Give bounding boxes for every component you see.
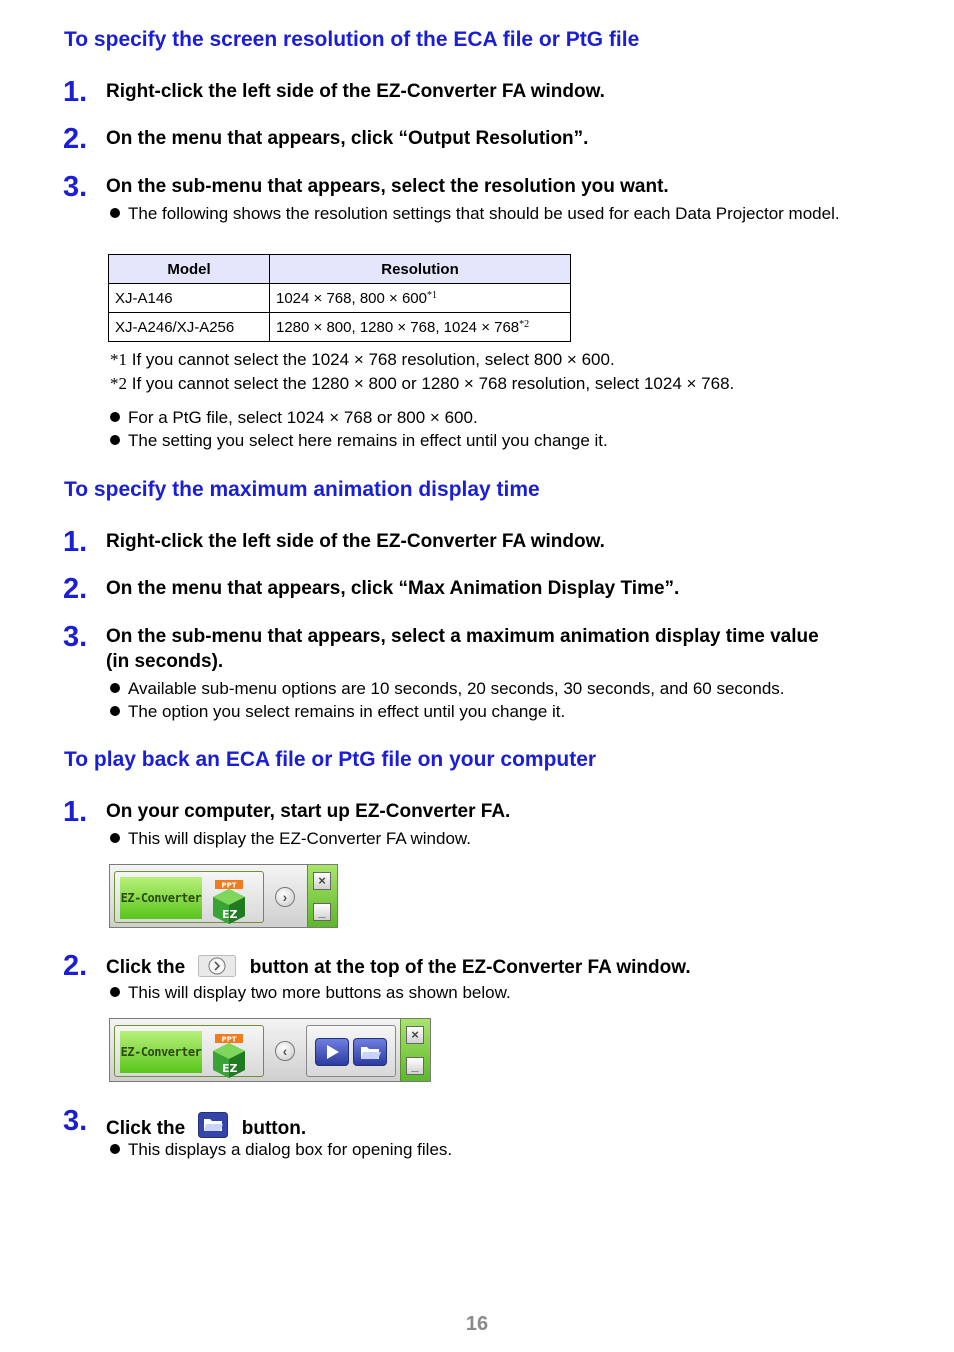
play-icon <box>316 1039 348 1065</box>
step-text: Click the button. <box>106 1112 306 1140</box>
step-text: On your computer, start up EZ-Converter FA. <box>106 801 511 822</box>
step-text: Right-click the left side of the EZ-Converter FA window. <box>106 531 605 552</box>
step-number: 3. <box>63 1105 88 1137</box>
svg-text:EZ: EZ <box>222 908 238 921</box>
bullet-dot <box>110 1144 120 1154</box>
step-text: On the menu that appears, click “Output Resolution”. <box>106 128 589 149</box>
bullet-dot <box>110 412 120 422</box>
page-number: 16 <box>465 1313 489 1335</box>
ez-converter-label: EZ-Converter <box>120 877 202 919</box>
minimize-icon[interactable]: _ <box>313 903 331 921</box>
close-icon[interactable]: × <box>313 872 331 890</box>
footnote: *2 If you cannot select the 1280 × 800 or 1280 × 768 resolution, select 1024 × 768. <box>110 374 735 393</box>
table-header-row <box>109 255 571 284</box>
step-number: 1. <box>63 796 88 828</box>
step-number: 2. <box>63 573 88 605</box>
chevron-right-icon[interactable]: › <box>275 887 295 907</box>
column-header-resolution: Resolution <box>270 255 571 284</box>
table-row <box>109 313 571 342</box>
step-number: 2. <box>63 123 88 155</box>
window-control-bar <box>400 1019 430 1081</box>
step-number: 1. <box>63 526 88 558</box>
svg-text:PPT: PPT <box>221 1035 237 1044</box>
bullet-item: This will display two more buttons as shown below. <box>110 983 870 1003</box>
step-number: 3. <box>63 621 88 653</box>
step-text: On the menu that appears, click “Max Animation Display Time”. <box>106 578 680 599</box>
bullet-item: This will display the EZ-Converter FA window. <box>110 829 870 849</box>
bullet-dot <box>110 435 120 445</box>
svg-text:PPT: PPT <box>221 881 237 890</box>
step-text: Right-click the left side of the EZ-Converter FA window. <box>106 81 605 102</box>
close-icon[interactable]: × <box>406 1026 424 1044</box>
bullet-dot <box>110 208 120 218</box>
ppt-ez-logo-icon <box>209 880 249 924</box>
section-heading-resolution: To specify the screen resolution of the ECA file or PtG file <box>64 28 640 51</box>
footnote-mark: *2 <box>519 318 530 330</box>
playback-button-group <box>306 1025 396 1077</box>
ez-converter-window-expanded <box>109 1018 431 1082</box>
open-file-button[interactable] <box>353 1038 387 1066</box>
chevron-left-icon[interactable]: ‹ <box>275 1041 295 1061</box>
step-text: (in seconds). <box>106 651 224 672</box>
chevron-right-button-icon <box>198 955 236 977</box>
step-number: 3. <box>63 171 88 203</box>
bullet-dot <box>110 833 120 843</box>
ez-converter-button[interactable] <box>114 1025 264 1077</box>
bullet-item: Available sub-menu options are 10 seconds, 20 seconds, 30 seconds, and 60 seconds. <box>110 679 870 699</box>
folder-button-icon <box>198 1112 228 1138</box>
step-number: 1. <box>63 76 88 108</box>
bullet-dot <box>110 706 120 716</box>
svg-text:EZ: EZ <box>222 1062 238 1075</box>
play-button[interactable] <box>315 1038 349 1066</box>
ez-converter-window <box>109 864 338 928</box>
step-number: 2. <box>63 950 88 982</box>
section-heading-animation-time: To specify the maximum animation display time <box>64 478 540 501</box>
bullet-dot <box>110 683 120 693</box>
table-row <box>109 284 571 313</box>
bullet-dot <box>110 987 120 997</box>
footnote: *1 If you cannot select the 1024 × 768 resolution, select 800 × 600. <box>110 350 615 369</box>
bullet-item: The following shows the resolution settings that should be used for each Data Projector model. <box>110 204 888 224</box>
step-text: On the sub-menu that appears, select a maximum animation display time value <box>106 626 819 647</box>
ez-converter-label: EZ-Converter <box>120 1031 202 1073</box>
ez-converter-button[interactable] <box>114 871 264 923</box>
window-control-bar <box>307 865 337 927</box>
column-header-model: Model <box>109 255 270 284</box>
bullet-item: For a PtG file, select 1024 × 768 or 800 × 600. <box>110 408 870 428</box>
footnote-mark: *1 <box>426 289 437 301</box>
cell-resolution: 1024 × 768, 800 × 600$^{*1}$ <box>270 284 571 313</box>
cell-model: XJ-A246/XJ-A256 <box>109 313 270 342</box>
minimize-icon[interactable]: _ <box>406 1057 424 1075</box>
bullet-item: The option you select remains in effect until you change it. <box>110 702 870 722</box>
resolution-table <box>108 254 571 342</box>
step-text: On the sub-menu that appears, select the resolution you want. <box>106 176 669 197</box>
section-heading-playback: To play back an ECA file or PtG file on your computer <box>64 748 597 771</box>
step-text: Click the button at the top of the EZ-Converter FA window. <box>106 957 691 978</box>
cell-resolution: 1280 × 800, 1280 × 768, 1024 × 768$^{*2}$ <box>270 313 571 342</box>
cell-model: XJ-A146 <box>109 284 270 313</box>
bullet-item: This displays a dialog box for opening files. <box>110 1140 870 1160</box>
bullet-item: The setting you select here remains in effect until you change it. <box>110 431 870 451</box>
ppt-ez-logo-icon <box>209 1034 249 1078</box>
folder-icon <box>354 1039 386 1065</box>
